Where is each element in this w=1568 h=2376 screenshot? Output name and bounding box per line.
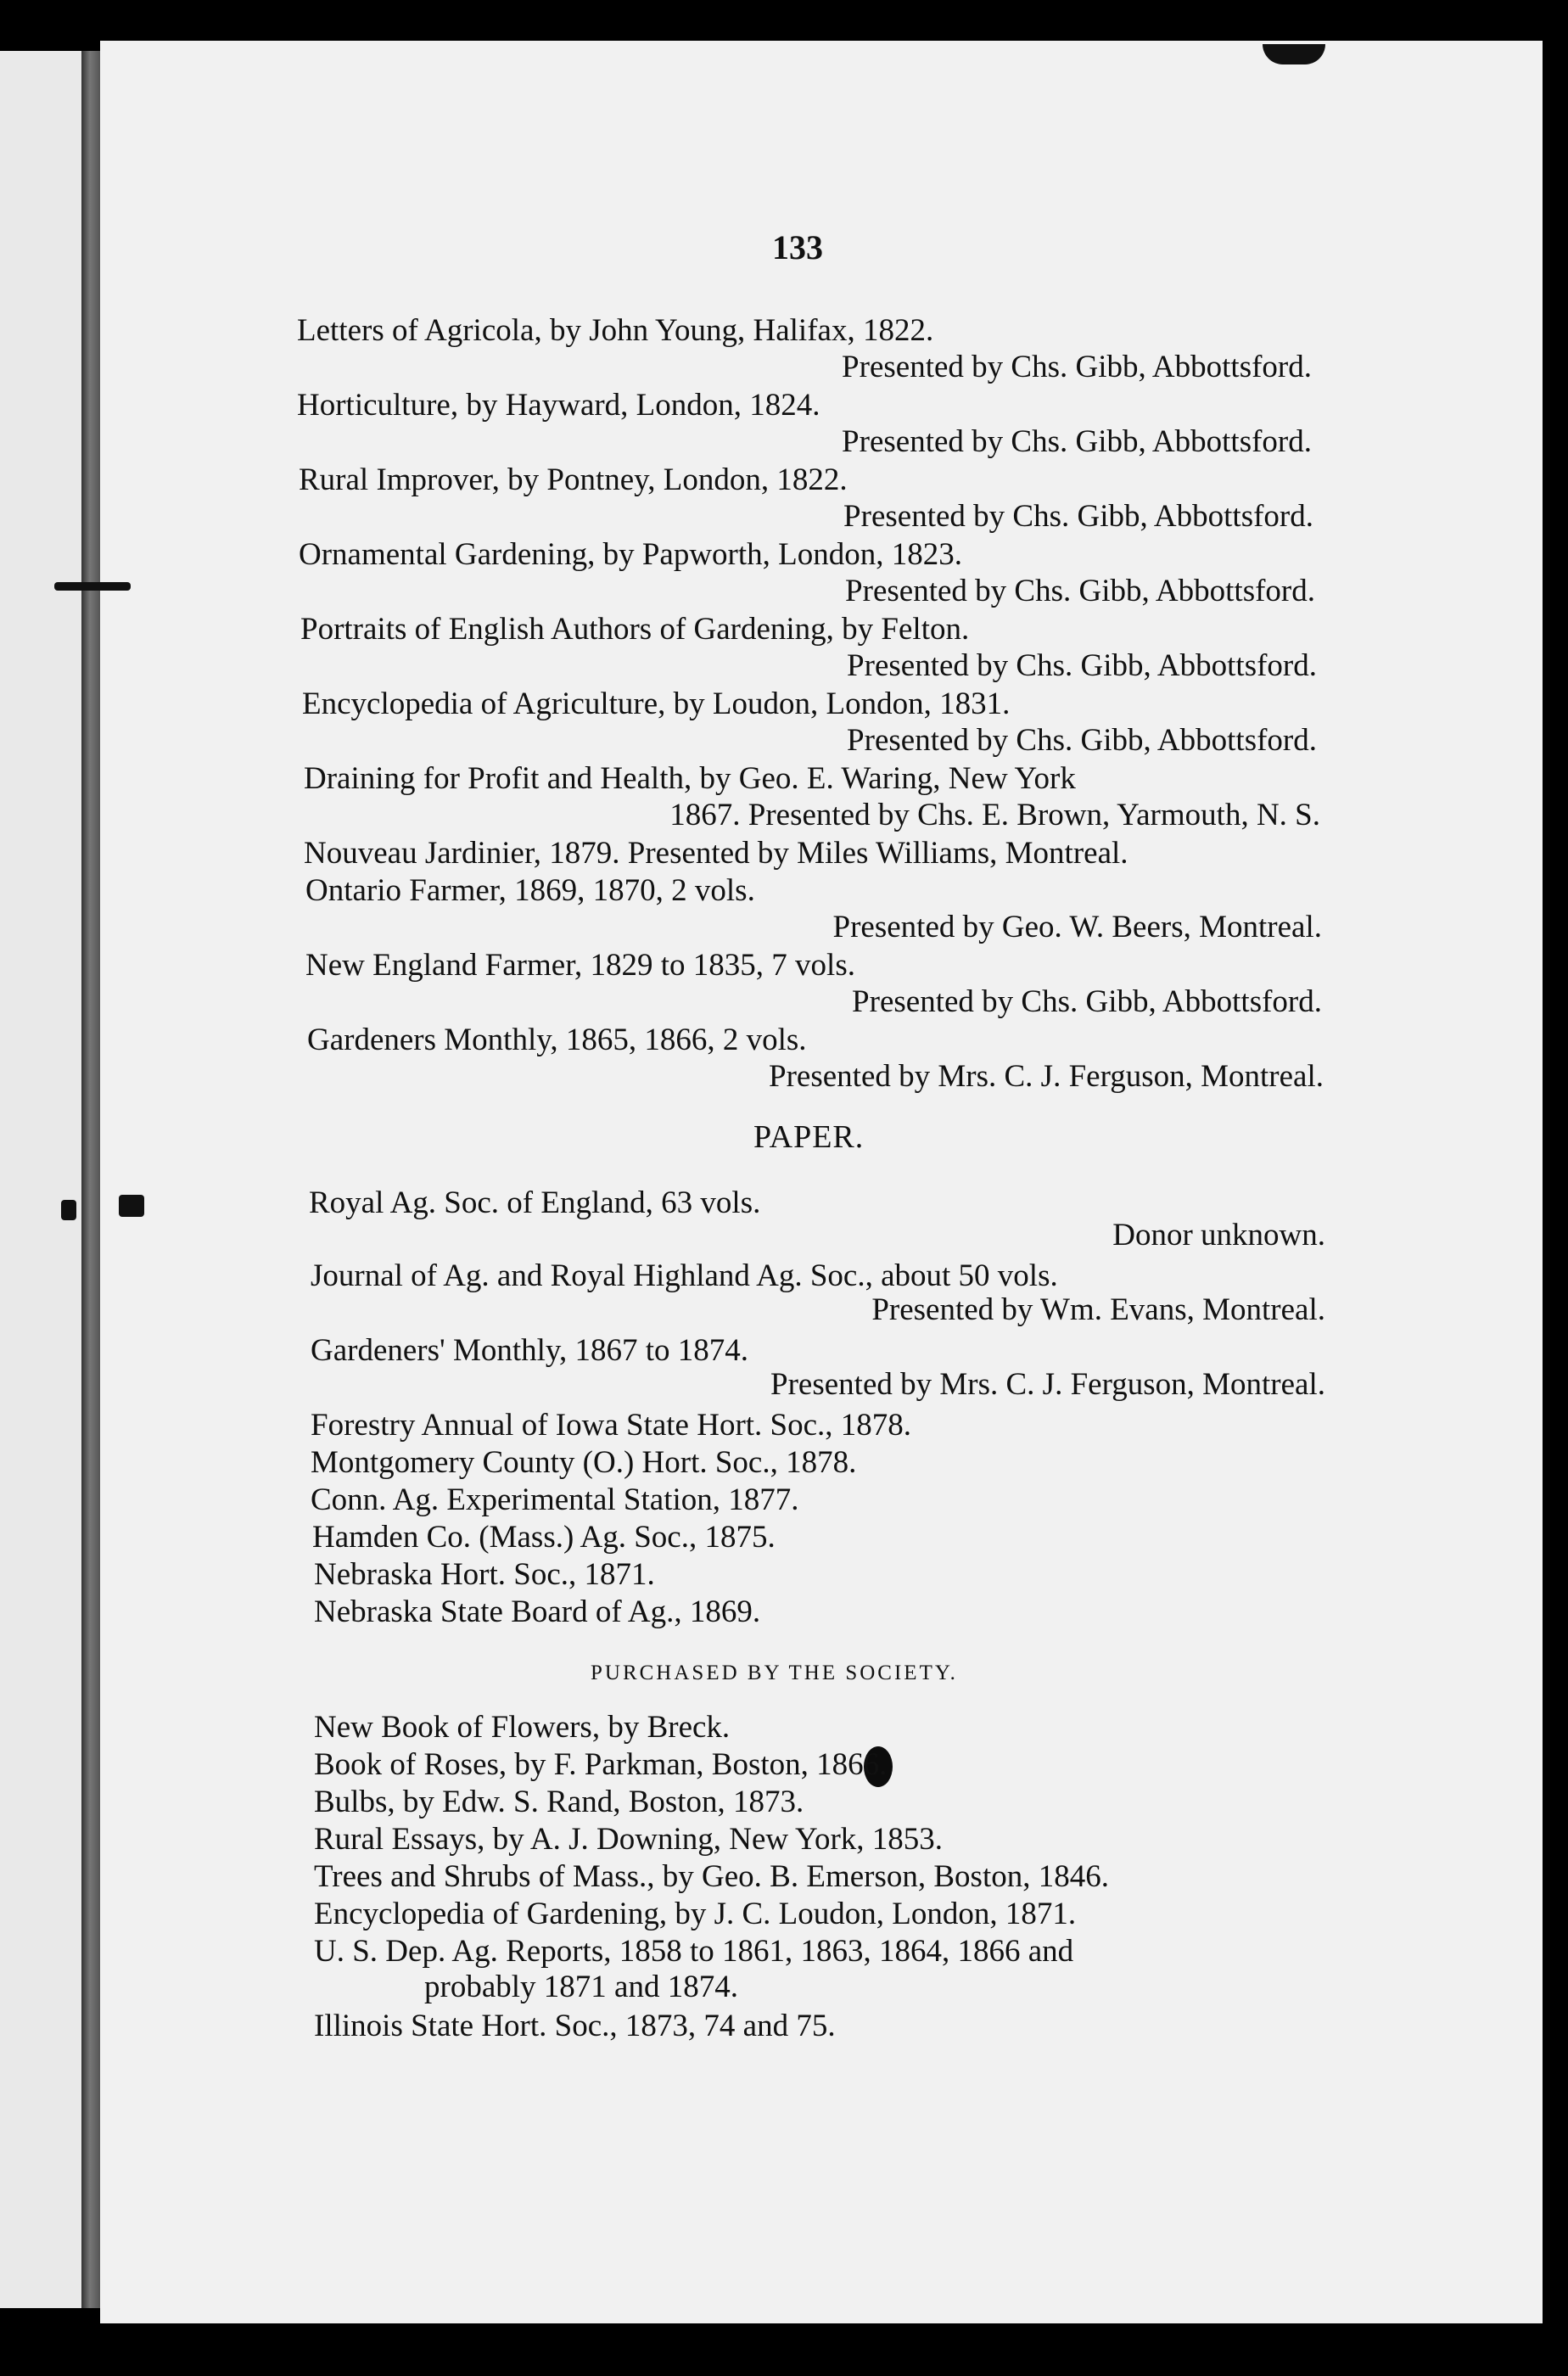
list-item: Rural Improver, by Pontney, London, 1822. <box>299 462 848 497</box>
donor-line: Donor unknown. <box>1112 1218 1325 1252</box>
list-item: Journal of Ag. and Royal Highland Ag. Soc., about 50 vols. <box>311 1258 1058 1293</box>
list-item: Gardeners' Monthly, 1867 to 1874. <box>311 1333 749 1368</box>
list-item: Ontario Farmer, 1869, 1870, 2 vols. <box>305 873 755 908</box>
list-item: Encyclopedia of Agriculture, by Loudon, London, 1831. <box>302 686 1011 721</box>
list-item: Montgomery County (O.) Hort. Soc., 1878. <box>311 1445 857 1480</box>
list-item: Royal Ag. Soc. of England, 63 vols. <box>309 1185 761 1220</box>
facing-page-edge <box>0 51 81 2308</box>
section-heading-paper: PAPER. <box>753 1119 865 1155</box>
donor-line: Presented by Chs. Gibb, Abbottsford. <box>842 350 1312 384</box>
section-heading-purchased: PURCHASED BY THE SOCIETY. <box>591 1662 958 1684</box>
list-item: New England Farmer, 1829 to 1835, 7 vols. <box>305 948 855 983</box>
list-item: Encyclopedia of Gardening, by J. C. Loudon, London, 1871. <box>314 1897 1077 1931</box>
list-item: Illinois State Hort. Soc., 1873, 74 and 75. <box>314 2009 836 2043</box>
list-item: Nebraska Hort. Soc., 1871. <box>314 1557 655 1592</box>
list-item: Draining for Profit and Health, by Geo. E. Waring, New York <box>304 761 1076 796</box>
donor-line: Presented by Mrs. C. J. Ferguson, Montreal. <box>770 1367 1325 1402</box>
list-item: Nouveau Jardinier, 1879. Presented by Miles Williams, Montreal. <box>304 836 1128 871</box>
donor-line: Presented by Geo. W. Beers, Montreal. <box>832 910 1322 944</box>
page-sheet <box>100 41 1543 2323</box>
donor-line: Presented by Chs. Gibb, Abbottsford. <box>845 574 1315 608</box>
list-item: Hamden Co. (Mass.) Ag. Soc., 1875. <box>312 1520 776 1555</box>
donor-line: Presented by Mrs. C. J. Ferguson, Montreal. <box>769 1059 1324 1094</box>
list-item: Gardeners Monthly, 1865, 1866, 2 vols. <box>307 1023 807 1057</box>
donor-line: Presented by Chs. Gibb, Abbottsford. <box>842 424 1312 459</box>
list-item: Conn. Ag. Experimental Station, 1877. <box>311 1482 799 1517</box>
list-item: Ornamental Gardening, by Papworth, London, 1823. <box>299 537 962 572</box>
list-item: Book of Roses, by F. Parkman, Boston, 1866. <box>314 1747 888 1782</box>
margin-mark <box>54 582 131 591</box>
list-item: Nebraska State Board of Ag., 1869. <box>314 1594 761 1629</box>
list-item: Letters of Agricola, by John Young, Halifax, 1822. <box>297 313 934 348</box>
list-item: Trees and Shrubs of Mass., by Geo. B. Emerson, Boston, 1846. <box>314 1859 1109 1894</box>
list-item: Rural Essays, by A. J. Downing, New York, 1853. <box>314 1822 944 1857</box>
margin-mark <box>61 1200 76 1220</box>
donor-line: Presented by Chs. Gibb, Abbottsford. <box>847 648 1317 683</box>
list-item-continuation: probably 1871 and 1874. <box>424 1970 738 2004</box>
list-item: Bulbs, by Edw. S. Rand, Boston, 1873. <box>314 1785 804 1819</box>
margin-mark <box>119 1195 144 1217</box>
list-item: Horticulture, by Hayward, London, 1824. <box>297 388 820 423</box>
donor-line: Presented by Wm. Evans, Montreal. <box>871 1292 1325 1327</box>
donor-line: Presented by Chs. Gibb, Abbottsford. <box>847 723 1317 758</box>
donor-line: Presented by Chs. Gibb, Abbottsford. <box>852 984 1322 1019</box>
page-number: 133 <box>772 228 823 266</box>
list-item: New Book of Flowers, by Breck. <box>314 1710 731 1745</box>
list-item: U. S. Dep. Ag. Reports, 1858 to 1861, 1863, 1864, 1866 and <box>314 1934 1074 1969</box>
donor-line: Presented by Chs. Gibb, Abbottsford. <box>843 499 1313 534</box>
book-gutter <box>81 51 100 2308</box>
donor-line: 1867. Presented by Chs. E. Brown, Yarmouth, N. S. <box>669 798 1320 832</box>
list-item: Portraits of English Authors of Gardening, by Felton. <box>300 612 970 647</box>
list-item: Forestry Annual of Iowa State Hort. Soc., 1878. <box>311 1408 912 1443</box>
